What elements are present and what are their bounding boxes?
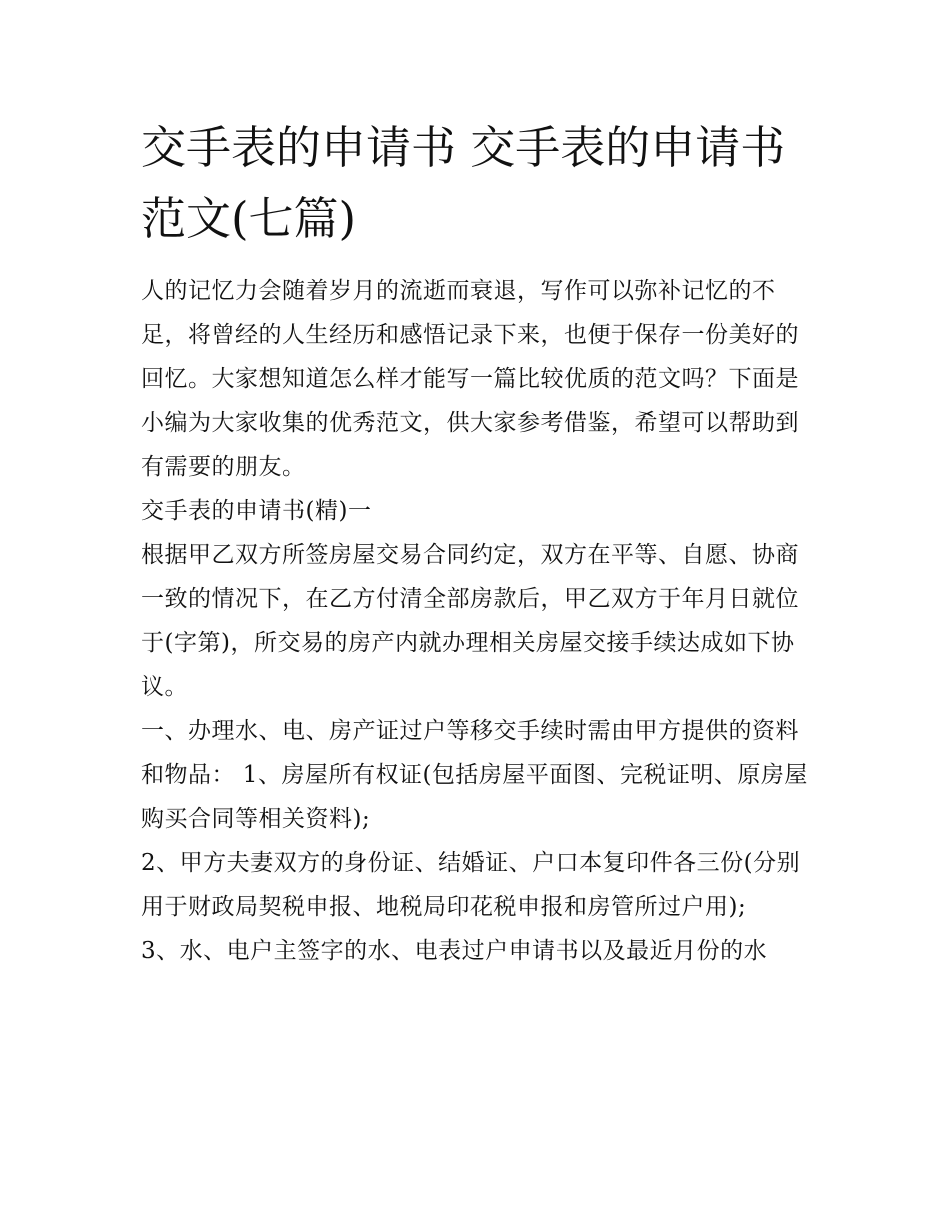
clause-one-paragraph: 一、办理水、电、房产证过户等移交手续时需由甲方提供的资料和物品： 1、房屋所有权证(包括房屋平面图、完税证明、原房屋购买合同等相关资料); xyxy=(141,718,808,832)
document-body xyxy=(141,112,816,973)
agreement-paragraph: 根据甲乙双方所签房屋交易合同约定，双方在平等、自愿、协商一致的情况下，在乙方付清全部房款后，甲乙双方于年月日就位于(字第)，所交易的房产内就办理相关房屋交接手续达成如下协议。 xyxy=(141,542,799,700)
section-heading: 交手表的申请书(精)一 xyxy=(141,498,372,524)
intro-paragraph: 人的记忆力会随着岁月的流逝而衰退，写作可以弥补记忆的不足，将曾经的人生经历和感悟记录下来，也便于保存一份美好的回忆。大家想知道怎么样才能写一篇比较优质的范文吗？下面是小编为大家收集的优秀范文，供大家参考借鉴，希望可以帮助到有需要的朋友。 xyxy=(141,278,799,480)
document-title: 交手表的申请书 交手表的申请书范文(七篇) xyxy=(141,121,786,245)
clause-three-paragraph: 3、水、电户主签字的水、电表过户申请书以及最近月份的水 xyxy=(141,938,768,964)
clause-two-paragraph: 2、甲方夫妻双方的身份证、结婚证、户口本复印件各三份(分别用于财政局契税申报、地税局印花税申报和房管所过户用); xyxy=(141,850,801,920)
